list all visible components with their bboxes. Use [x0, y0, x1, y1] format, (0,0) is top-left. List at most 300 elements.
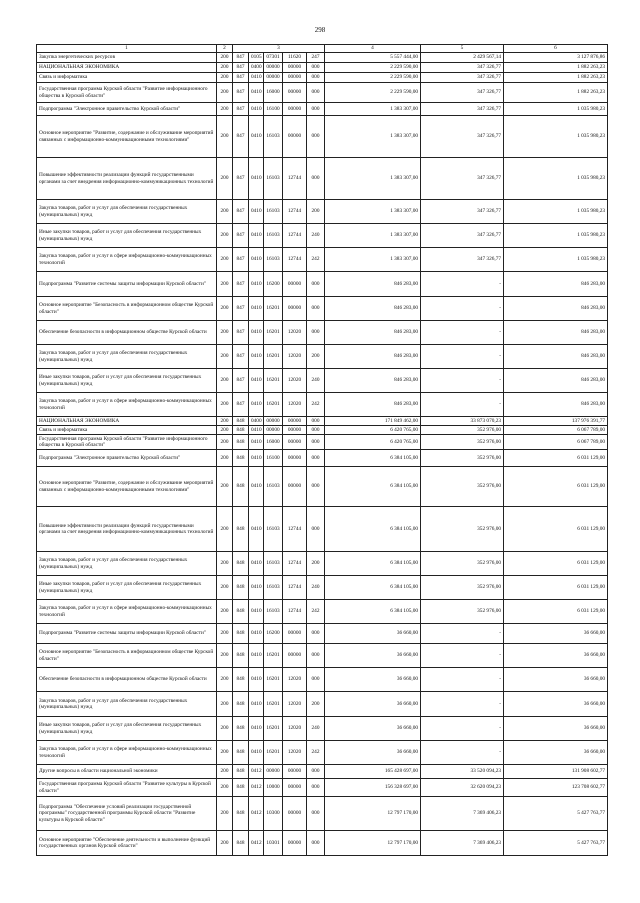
- amount-cell: 32 620 094,23: [421, 779, 504, 797]
- code-cell: 0412: [249, 779, 264, 797]
- code-cell: 12020: [283, 717, 307, 741]
- code-cell: 16103: [264, 600, 283, 624]
- code-cell: 200: [217, 426, 233, 435]
- code-cell: 00000: [283, 116, 307, 158]
- code-cell: 11620: [283, 53, 307, 63]
- row-name: Основное мероприятие "Обеспечение деятельности и выполнение функций государственных органов Курской области": [37, 831, 217, 856]
- row-name: Закупка энергетических ресурсов: [37, 53, 217, 63]
- amount-cell: 6 031 129,00: [504, 552, 608, 576]
- code-cell: 16200: [264, 624, 283, 644]
- row-name: Подпрограмма "Электронное правительство Курской области": [37, 103, 217, 116]
- amount-cell: 1 035 980,23: [504, 103, 608, 116]
- code-cell: 12744: [283, 576, 307, 600]
- row-name: Государственная программа Курской области "Развитие культуры в Курской области": [37, 779, 217, 797]
- code-cell: 847: [233, 369, 249, 393]
- code-cell: 000: [307, 467, 325, 507]
- code-cell: 0400: [249, 63, 264, 73]
- row-name: Иные закупки товаров, работ и услуг для обеспечения государственных (муниципальных) нужд: [37, 576, 217, 600]
- code-cell: 200: [217, 369, 233, 393]
- amount-cell: 6 420 765,00: [325, 435, 421, 450]
- code-cell: 848: [233, 417, 249, 426]
- code-cell: 200: [217, 600, 233, 624]
- amount-cell: 12 797 170,00: [325, 831, 421, 856]
- row-name: Закупка товаров, работ и услуг в сфере информационно-коммуникационных технологий: [37, 600, 217, 624]
- table-row: [37, 831, 608, 856]
- code-cell: 847: [233, 224, 249, 248]
- amount-cell: 1 383 307,00: [325, 116, 421, 158]
- code-cell: 00000: [283, 103, 307, 116]
- table-row: [37, 717, 608, 741]
- row-name: НАЦИОНАЛЬНАЯ ЭКОНОМИКА: [37, 63, 217, 73]
- code-cell: 0410: [249, 73, 264, 83]
- code-cell: 848: [233, 717, 249, 741]
- row-name: Закупка товаров, работ и услуг для обеспечения государственных (муниципальных) нужд: [37, 552, 217, 576]
- code-cell: 242: [307, 248, 325, 272]
- code-cell: 0410: [249, 467, 264, 507]
- amount-cell: 1 882 263,23: [504, 83, 608, 103]
- row-name: Подпрограмма "Развитие системы защиты информации Курской области": [37, 624, 217, 644]
- code-cell: 200: [307, 552, 325, 576]
- budget-table: [36, 44, 608, 856]
- table-row: [37, 103, 608, 116]
- row-name: Государственная программа Курской области "Развитие информационного общества в Курской области": [37, 83, 217, 103]
- column-number: 6: [504, 45, 608, 53]
- row-name: Связь и информатика: [37, 426, 217, 435]
- table-row: [37, 467, 608, 507]
- code-cell: 200: [217, 248, 233, 272]
- code-cell: 16201: [264, 741, 283, 765]
- amount-cell: 36 660,00: [504, 692, 608, 717]
- amount-cell: 846 283,00: [504, 345, 608, 369]
- amount-cell: 7 369 406,23: [421, 831, 504, 856]
- code-cell: 200: [217, 765, 233, 779]
- amount-cell: 123 708 602,77: [504, 779, 608, 797]
- code-cell: 0410: [249, 297, 264, 321]
- code-cell: 0410: [249, 103, 264, 116]
- code-cell: 000: [307, 435, 325, 450]
- amount-cell: 6 031 129,00: [504, 467, 608, 507]
- amount-cell: 2 229 590,00: [325, 73, 421, 83]
- code-cell: 16201: [264, 668, 283, 692]
- code-cell: 200: [217, 103, 233, 116]
- table-row: [37, 797, 608, 831]
- code-cell: 16000: [264, 83, 283, 103]
- amount-cell: -: [421, 741, 504, 765]
- code-cell: 242: [307, 393, 325, 417]
- code-cell: 848: [233, 741, 249, 765]
- amount-cell: -: [421, 692, 504, 717]
- code-cell: 10301: [264, 831, 283, 856]
- code-cell: 16201: [264, 369, 283, 393]
- code-cell: 000: [307, 73, 325, 83]
- code-cell: 848: [233, 624, 249, 644]
- amount-cell: 347 326,77: [421, 116, 504, 158]
- amount-cell: 1 035 980,23: [504, 248, 608, 272]
- code-cell: 0410: [249, 450, 264, 467]
- table-row: [37, 369, 608, 393]
- amount-cell: 137 976 391,77: [504, 417, 608, 426]
- amount-cell: 352 976,00: [421, 450, 504, 467]
- code-cell: 200: [217, 831, 233, 856]
- code-cell: 200: [217, 321, 233, 345]
- row-name: Закупка товаров, работ и услуг в сфере информационно-коммуникационных технологий: [37, 741, 217, 765]
- code-cell: 16103: [264, 552, 283, 576]
- amount-cell: 846 283,00: [504, 272, 608, 297]
- amount-cell: 1 035 980,23: [504, 158, 608, 200]
- amount-cell: -: [421, 717, 504, 741]
- code-cell: 847: [233, 63, 249, 73]
- code-cell: 200: [217, 668, 233, 692]
- code-cell: 0410: [249, 600, 264, 624]
- code-cell: 0410: [249, 717, 264, 741]
- code-cell: 0412: [249, 797, 264, 831]
- amount-cell: 347 326,77: [421, 63, 504, 73]
- code-cell: 848: [233, 644, 249, 668]
- code-cell: 000: [307, 797, 325, 831]
- amount-cell: 36 660,00: [504, 741, 608, 765]
- code-cell: 247: [307, 53, 325, 63]
- code-cell: 000: [307, 624, 325, 644]
- code-cell: 200: [217, 741, 233, 765]
- table-row: [37, 224, 608, 248]
- code-cell: 200: [307, 200, 325, 224]
- code-cell: 00000: [283, 644, 307, 668]
- code-cell: 12744: [283, 200, 307, 224]
- code-cell: 848: [233, 450, 249, 467]
- code-cell: 847: [233, 248, 249, 272]
- column-number: 1: [37, 45, 217, 53]
- table-row: [37, 393, 608, 417]
- amount-cell: -: [421, 644, 504, 668]
- code-cell: 16103: [264, 467, 283, 507]
- amount-cell: 2 429 567,14: [421, 53, 504, 63]
- amount-cell: 1 035 980,23: [504, 116, 608, 158]
- code-cell: 000: [307, 158, 325, 200]
- code-cell: 200: [217, 53, 233, 63]
- code-cell: 10000: [264, 779, 283, 797]
- code-cell: 12744: [283, 552, 307, 576]
- amount-cell: 347 326,77: [421, 103, 504, 116]
- code-cell: 12020: [283, 741, 307, 765]
- row-name: Закупка товаров, работ и услуг для обеспечения государственных (муниципальных) нужд: [37, 345, 217, 369]
- table-row: [37, 158, 608, 200]
- code-cell: 16201: [264, 321, 283, 345]
- code-cell: 00000: [283, 797, 307, 831]
- amount-cell: -: [421, 624, 504, 644]
- table-row: [37, 116, 608, 158]
- row-name: Обеспечение безопасности в информационном обществе Курской области: [37, 321, 217, 345]
- page-number: 298: [314, 26, 326, 34]
- code-cell: 200: [217, 297, 233, 321]
- code-cell: 16201: [264, 345, 283, 369]
- code-cell: 0410: [249, 435, 264, 450]
- code-cell: 000: [307, 450, 325, 467]
- code-cell: 16103: [264, 116, 283, 158]
- amount-cell: 6 031 129,00: [504, 576, 608, 600]
- code-cell: 00000: [283, 467, 307, 507]
- code-cell: 0410: [249, 272, 264, 297]
- code-cell: 12020: [283, 321, 307, 345]
- row-name: Закупка товаров, работ и услуг для обеспечения государственных (муниципальных) нужд: [37, 692, 217, 717]
- code-cell: 848: [233, 426, 249, 435]
- table-row: [37, 200, 608, 224]
- code-cell: 00000: [283, 297, 307, 321]
- code-cell: 200: [217, 224, 233, 248]
- code-cell: 0410: [249, 576, 264, 600]
- code-cell: 0410: [249, 83, 264, 103]
- table-row: [37, 53, 608, 63]
- column-number: 3: [233, 45, 325, 53]
- amount-cell: 36 660,00: [325, 624, 421, 644]
- table-row: [37, 297, 608, 321]
- amount-cell: 36 660,00: [325, 668, 421, 692]
- table-row: [37, 741, 608, 765]
- amount-cell: 352 976,00: [421, 507, 504, 552]
- amount-cell: -: [421, 297, 504, 321]
- code-cell: 200: [217, 73, 233, 83]
- code-cell: 16103: [264, 200, 283, 224]
- code-cell: 200: [217, 717, 233, 741]
- row-name: Иные закупки товаров, работ и услуг для обеспечения государственных (муниципальных) нужд: [37, 717, 217, 741]
- code-cell: 0410: [249, 369, 264, 393]
- amount-cell: 6 384 105,00: [325, 467, 421, 507]
- code-cell: 240: [307, 717, 325, 741]
- code-cell: 16201: [264, 297, 283, 321]
- code-cell: 242: [307, 600, 325, 624]
- code-cell: 848: [233, 779, 249, 797]
- code-cell: 200: [217, 779, 233, 797]
- row-name: Основное мероприятие "Развитие, содержание и обслуживание мероприятий связанных с информационно-коммуникационными технологиями": [37, 467, 217, 507]
- code-cell: 0410: [249, 741, 264, 765]
- row-name: Подпрограмма "Обеспечение условий реализации государственной программы" государственной программы Курской области "Развитие культуры в Курской области": [37, 797, 217, 831]
- amount-cell: -: [421, 369, 504, 393]
- table-row: [37, 765, 608, 779]
- code-cell: 847: [233, 103, 249, 116]
- code-cell: 200: [217, 692, 233, 717]
- amount-cell: 6 384 105,00: [325, 552, 421, 576]
- row-name: Иные закупки товаров, работ и услуг для обеспечения государственных (муниципальных) нужд: [37, 224, 217, 248]
- code-cell: 12020: [283, 369, 307, 393]
- code-cell: 0412: [249, 765, 264, 779]
- row-name: Закупка товаров, работ и услуг в сфере информационно-коммуникационных технологий: [37, 393, 217, 417]
- amount-cell: 171 849 462,00: [325, 417, 421, 426]
- table-row: [37, 576, 608, 600]
- table-row: [37, 779, 608, 797]
- code-cell: 000: [307, 779, 325, 797]
- amount-cell: 347 326,77: [421, 248, 504, 272]
- amount-cell: 7 369 406,23: [421, 797, 504, 831]
- amount-cell: 352 976,00: [421, 467, 504, 507]
- amount-cell: 36 660,00: [504, 624, 608, 644]
- code-cell: 00000: [283, 624, 307, 644]
- amount-cell: 33 873 070,23: [421, 417, 504, 426]
- amount-cell: 6 384 105,00: [325, 507, 421, 552]
- amount-cell: 1 882 263,23: [504, 63, 608, 73]
- amount-cell: 131 908 602,77: [504, 765, 608, 779]
- code-cell: 847: [233, 83, 249, 103]
- code-cell: 12744: [283, 248, 307, 272]
- table-row: [37, 63, 608, 73]
- amount-cell: 846 283,00: [325, 393, 421, 417]
- code-cell: 200: [217, 417, 233, 426]
- amount-cell: 36 660,00: [325, 717, 421, 741]
- row-name: Другие вопросы в области национальной экономики: [37, 765, 217, 779]
- code-cell: 12744: [283, 600, 307, 624]
- code-cell: 0410: [249, 345, 264, 369]
- code-cell: 000: [307, 63, 325, 73]
- code-cell: 848: [233, 600, 249, 624]
- code-cell: 0412: [249, 831, 264, 856]
- table-row: [37, 73, 608, 83]
- code-cell: 240: [307, 224, 325, 248]
- amount-cell: 5 557 444,00: [325, 53, 421, 63]
- code-cell: 16103: [264, 248, 283, 272]
- code-cell: 16100: [264, 103, 283, 116]
- code-cell: 000: [307, 765, 325, 779]
- amount-cell: 3 127 876,86: [504, 53, 608, 63]
- code-cell: 00000: [283, 779, 307, 797]
- amount-cell: 36 660,00: [325, 692, 421, 717]
- code-cell: 200: [217, 200, 233, 224]
- amount-cell: 6 067 789,00: [504, 426, 608, 435]
- code-cell: 000: [307, 668, 325, 692]
- table-row: [37, 624, 608, 644]
- amount-cell: 5 427 763,77: [504, 831, 608, 856]
- amount-cell: 5 427 763,77: [504, 797, 608, 831]
- code-cell: 16201: [264, 717, 283, 741]
- row-name: НАЦИОНАЛЬНАЯ ЭКОНОМИКА: [37, 417, 217, 426]
- code-cell: 848: [233, 797, 249, 831]
- row-name: Закупка товаров, работ и услуг для обеспечения государственных (муниципальных) нужд: [37, 200, 217, 224]
- code-cell: 200: [217, 83, 233, 103]
- code-cell: 00000: [264, 417, 283, 426]
- table-row: [37, 644, 608, 668]
- amount-cell: -: [421, 668, 504, 692]
- code-cell: 10300: [264, 797, 283, 831]
- code-cell: 00000: [264, 73, 283, 83]
- table-row: [37, 272, 608, 297]
- code-cell: 200: [307, 692, 325, 717]
- code-cell: 0410: [249, 393, 264, 417]
- code-cell: 000: [307, 103, 325, 116]
- amount-cell: 846 283,00: [325, 321, 421, 345]
- code-cell: 0410: [249, 624, 264, 644]
- code-cell: 847: [233, 158, 249, 200]
- code-cell: 000: [307, 83, 325, 103]
- code-cell: 0410: [249, 116, 264, 158]
- code-cell: 848: [233, 765, 249, 779]
- amount-cell: 1 383 307,00: [325, 248, 421, 272]
- code-cell: 12020: [283, 393, 307, 417]
- code-cell: 0410: [249, 200, 264, 224]
- amount-cell: 347 326,77: [421, 158, 504, 200]
- code-cell: 0105: [249, 53, 264, 63]
- amount-cell: 1 035 980,23: [504, 200, 608, 224]
- code-cell: 16103: [264, 224, 283, 248]
- code-cell: 00000: [283, 73, 307, 83]
- row-name: Повышение эффективности реализации функций государственными органами за счет внедрения информационно-коммуникационных технологий: [37, 507, 217, 552]
- table-row: [37, 668, 608, 692]
- row-name: Иные закупки товаров, работ и услуг для обеспечения государственных (муниципальных) нужд: [37, 369, 217, 393]
- row-name: Связь и информатика: [37, 73, 217, 83]
- amount-cell: 156 328 697,00: [325, 779, 421, 797]
- amount-cell: 352 976,00: [421, 426, 504, 435]
- table-row: [37, 435, 608, 450]
- amount-cell: -: [421, 321, 504, 345]
- code-cell: 00000: [283, 450, 307, 467]
- amount-cell: 846 283,00: [325, 297, 421, 321]
- amount-cell: 1 383 307,00: [325, 158, 421, 200]
- code-cell: 0410: [249, 644, 264, 668]
- code-cell: 12020: [283, 692, 307, 717]
- code-cell: 200: [307, 345, 325, 369]
- code-cell: 000: [307, 426, 325, 435]
- code-cell: 16201: [264, 692, 283, 717]
- code-cell: 12020: [283, 668, 307, 692]
- row-name: Обеспечение безопасности в информационном обществе Курской области: [37, 668, 217, 692]
- code-cell: 00000: [283, 831, 307, 856]
- amount-cell: 846 283,00: [504, 369, 608, 393]
- code-cell: 12744: [283, 507, 307, 552]
- row-name: Основное мероприятие "Безопасность в информационном обществе Курской области": [37, 644, 217, 668]
- code-cell: 200: [217, 345, 233, 369]
- amount-cell: 165 428 697,00: [325, 765, 421, 779]
- code-cell: 848: [233, 576, 249, 600]
- column-number: 5: [421, 45, 504, 53]
- row-name: Подпрограмма "Электронное правительство Курской области": [37, 450, 217, 467]
- code-cell: 000: [307, 644, 325, 668]
- amount-cell: 352 976,00: [421, 576, 504, 600]
- amount-cell: 6 031 129,00: [504, 450, 608, 467]
- amount-cell: 1 882 263,23: [504, 73, 608, 83]
- row-name: Государственная программа Курской области "Развитие информационного общества в Курской области": [37, 435, 217, 450]
- row-name: Повышение эффективности реализации функций государственными органами за счет внедрения информационно-коммуникационных технологий: [37, 158, 217, 200]
- row-name: Закупка товаров, работ и услуг в сфере информационно-коммуникационных технологий: [37, 248, 217, 272]
- code-cell: 00000: [283, 426, 307, 435]
- code-cell: 240: [307, 369, 325, 393]
- amount-cell: 347 326,77: [421, 200, 504, 224]
- code-cell: 200: [217, 467, 233, 507]
- code-cell: 000: [307, 831, 325, 856]
- code-cell: 000: [307, 321, 325, 345]
- amount-cell: 347 326,77: [421, 73, 504, 83]
- code-cell: 847: [233, 73, 249, 83]
- amount-cell: 1 383 307,00: [325, 200, 421, 224]
- amount-cell: 33 520 094,23: [421, 765, 504, 779]
- code-cell: 16201: [264, 644, 283, 668]
- code-cell: 16103: [264, 576, 283, 600]
- code-cell: 200: [217, 644, 233, 668]
- code-cell: 848: [233, 552, 249, 576]
- amount-cell: 846 283,00: [504, 297, 608, 321]
- code-cell: 00000: [264, 63, 283, 73]
- code-cell: 0410: [249, 248, 264, 272]
- code-cell: 00000: [264, 426, 283, 435]
- code-cell: 847: [233, 321, 249, 345]
- code-cell: 00000: [283, 765, 307, 779]
- code-cell: 00000: [283, 272, 307, 297]
- code-cell: 200: [217, 797, 233, 831]
- code-cell: 16103: [264, 158, 283, 200]
- amount-cell: 846 283,00: [504, 393, 608, 417]
- code-cell: 242: [307, 741, 325, 765]
- code-cell: 0410: [249, 224, 264, 248]
- row-name: Основное мероприятие "Безопасность в информационном обществе Курской области": [37, 297, 217, 321]
- code-cell: 848: [233, 435, 249, 450]
- code-cell: 847: [233, 200, 249, 224]
- amount-cell: 347 326,77: [421, 224, 504, 248]
- table-row: [37, 426, 608, 435]
